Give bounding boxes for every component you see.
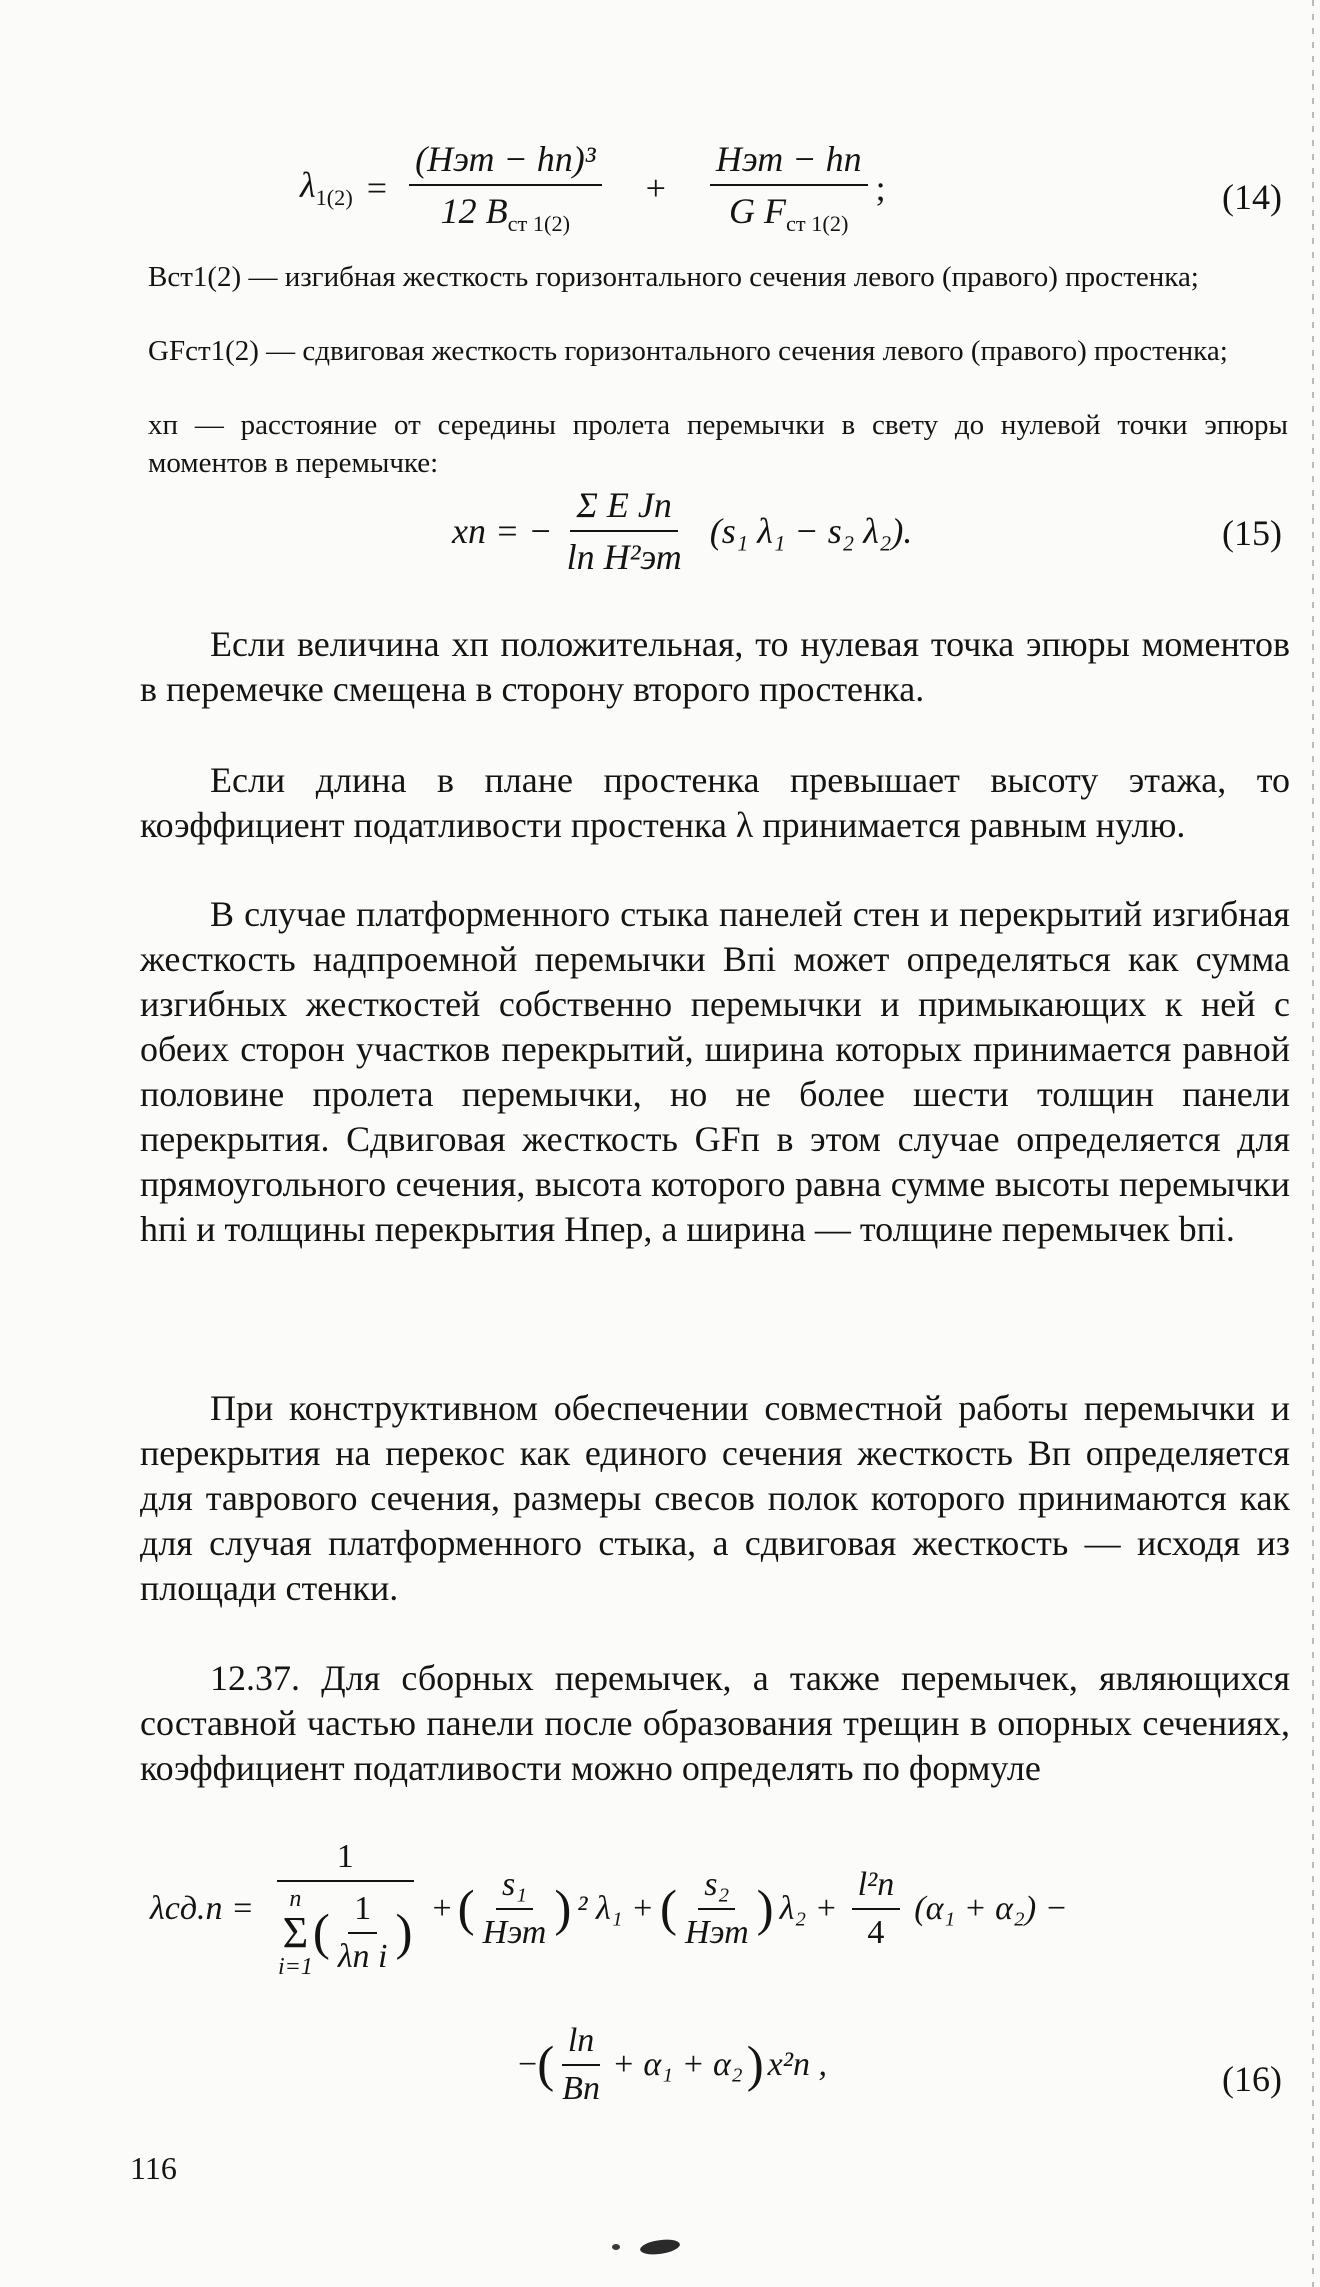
eq15-number: (15) <box>1222 513 1282 553</box>
eq14-plus: + <box>645 167 666 208</box>
eq16-fraction-sum: 1 n Σ i=1 ( $\frac{1}{\text{λп i}}$ ) <box>277 1838 413 1980</box>
eq15-rest: (s₁ λ₁ − s₂ λ₂). <box>709 511 913 551</box>
eq14-fraction-2: $\frac{\text{Hэт − hп}}{G F_{ст 1(2)}}$ <box>710 138 868 237</box>
paragraph-platform-joint: В случае платформенного стыка панелей стен и перекрытий изгибная жесткость надпроемной перемычки Bпi может определяться как сумма изгибных жесткостей собственно перемычки и примыкающих к ней с обеих сторон участков перекрытий, ширина которых принимается равной половине пролета перемычки, но не более шести толщин панели перекрытия. Сдвиговая жесткость GFп в этом случае определяется для прямоугольного сечения, высота которого равна сумме высоты перемычки hпi и толщины перекрытия Hпер, а ширина — толщине перемычек bпi. <box>140 894 1290 1249</box>
eq14-lhs: $\lambda_{1(2)}$ <box>300 165 353 211</box>
equation-16-line-2: − ( $\frac{lп}{Bп}$ + α₁ + α₂ ) x²п , <box>518 2022 827 2107</box>
definition-xp: xп — расстояние от середины пролета перемычки в свету до нулевой точки эпюры моментов в перемычке: <box>148 409 1288 479</box>
eq16-fraction-lp-bp: $\frac{lп}{Bп}$ <box>562 2022 600 2107</box>
equation-14 <box>300 138 886 237</box>
page-number: 116 <box>130 2150 177 2186</box>
definition-gfst: GFст1(2) — сдвиговая жесткость горизонтального сечения левого (правого) простенка; <box>148 335 1228 367</box>
paragraph-zero-point: Если величина xп положительная, то нулевая точка эпюры моментов в перемечке смещена в сторону второго простенка. <box>140 624 1290 709</box>
paragraph-constructive: При конструктивном обеспечении совместной работы перемычки и перекрытия на перекос как единого сечения жесткость Bп определяется для таврового сечения, размеры свесов полок которого принимаются как для случая платформенного стыка, а сдвиговая жесткость — исходя из площади стенки. <box>140 1388 1290 1608</box>
eq15-lhs: xп = − <box>452 511 553 551</box>
sum-operator: n Σ i=1 <box>277 1886 313 1980</box>
eq15-fraction: $\frac{\text{Σ E Jп}}{\text{lп H²эт}}$ <box>566 485 682 577</box>
page-edge-shadow <box>1312 0 1314 2287</box>
eq16-lhs: λсд.п = <box>150 1890 254 1927</box>
eq14-equals: = <box>366 167 388 208</box>
eq14-semicolon: ; <box>875 167 886 208</box>
equation-15 <box>452 484 912 578</box>
paragraph-12-37: 12.37. Для сборных перемычек, а также перемычек, являющихся составной частью панели после образования трещин в опорных сечениях, коэффициент податливости можно определять по формуле <box>140 1658 1290 1788</box>
eq16-fraction-s2: $\frac{\text{s₂}}{\text{Hэт}}$ <box>684 1866 749 1951</box>
eq16-fraction-s1: $\frac{\text{s₁}}{\text{Hэт}}$ <box>482 1866 547 1951</box>
eq14-fraction-1: $\frac{\text{(Hэт − hп)³}}{12 B_{ст 1(2)}}$ <box>409 138 601 237</box>
paragraph-pier-length: Если длина в плане простенка превышает высоту этажа, то коэффициент податливости простенка λ принимается равным нулю. <box>140 760 1290 845</box>
eq16-fraction-l2: $\frac{\text{l²п}}{4}$ <box>852 1866 901 1952</box>
eq16-number: (16) <box>1222 2059 1282 2099</box>
ink-dot <box>612 2244 620 2250</box>
definition-bst: Bст1(2) — изгибная жесткость горизонтального сечения левого (правого) простенка; <box>148 261 1199 293</box>
ink-blot <box>639 2236 681 2258</box>
equation-16-line-1: λсд.п = 1 n Σ i=1 ( $\frac{1}{\text{λп i}}$ ) + ( $\frac{\text{s₁}}{\text{Hэт}}$ ) ² λ₁ + ( $\frac{\text{s₂}}{\text{Hэт}}$ ) λ₂ + $\frac{\text{l²п}}{4}$ (α₁ + α₂) − <box>150 1838 1068 1980</box>
eq14-number: (14) <box>1222 177 1282 217</box>
